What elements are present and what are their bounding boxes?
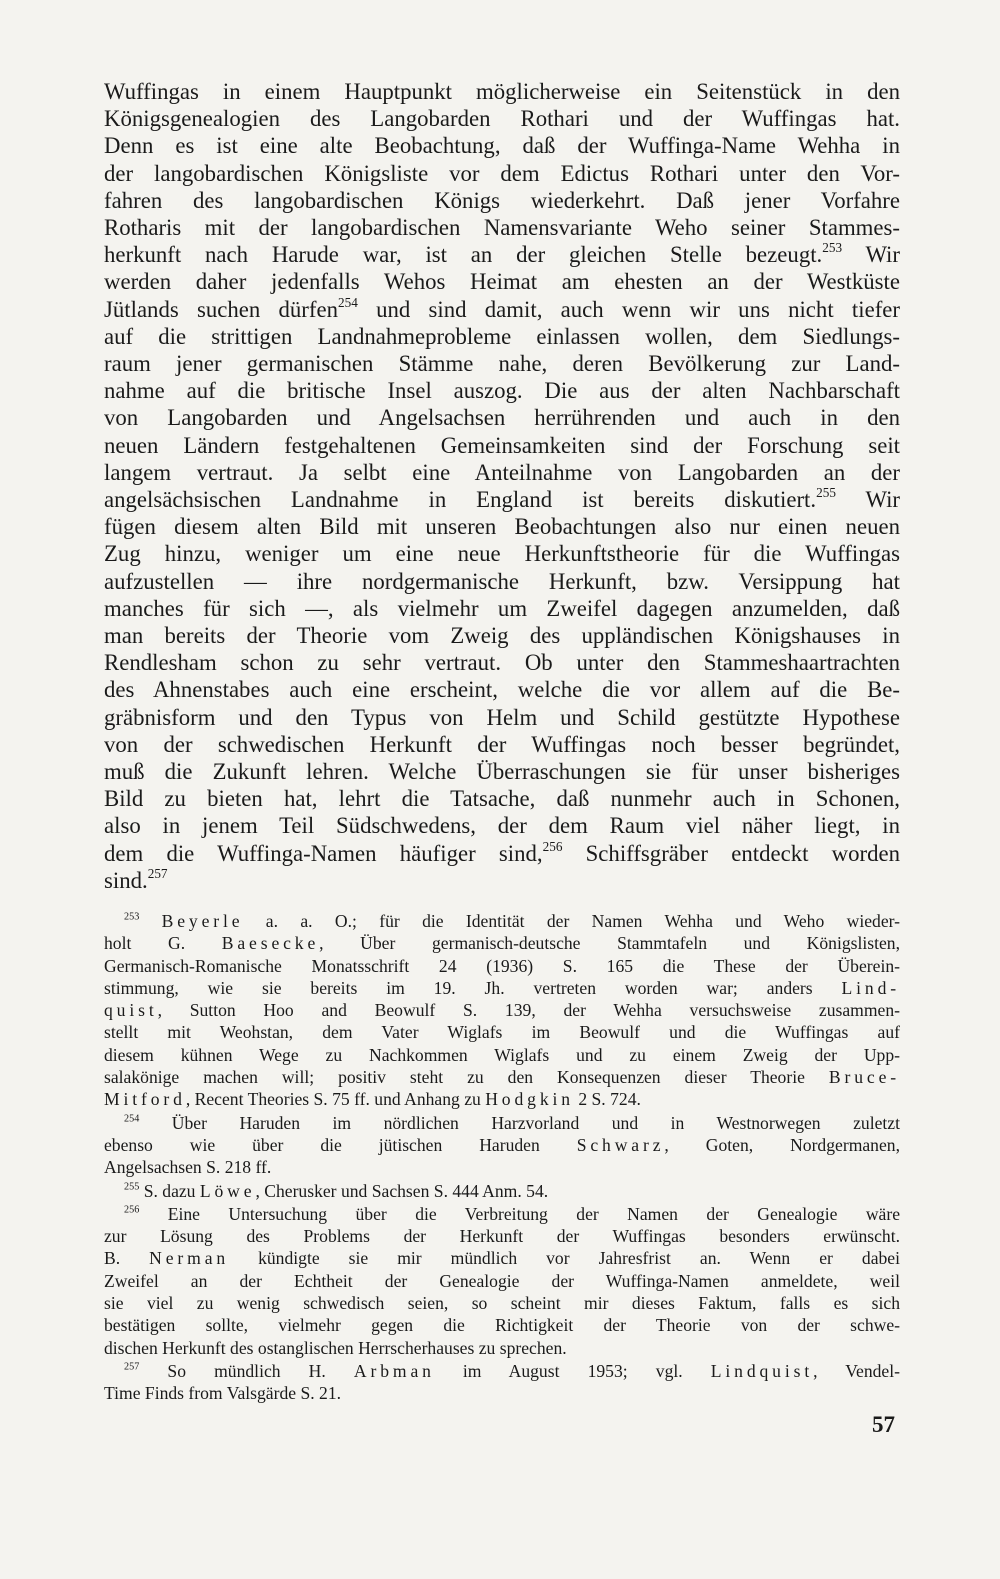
author-name: Beyerle (161, 911, 244, 931)
text-line: langem vertraut. Ja selbt eine Anteilnahme von Langobarden an der (104, 459, 900, 485)
text-line (104, 296, 900, 323)
footnote-line (104, 1180, 900, 1202)
text-line: Denn es ist eine alte Beobachtung, daß der Wuffinga-Name Wehha in (104, 133, 900, 159)
text-line: werden daher jedenfalls Wehos Heimat am ehesten an der Westküste (104, 269, 900, 295)
author-name: Schwarz (576, 1134, 665, 1155)
footnote-line (104, 1203, 900, 1225)
author-name: Lind- (841, 977, 900, 998)
footnote-ref-253[interactable]: 253 (822, 240, 843, 256)
author-name: Nerman (149, 1248, 230, 1269)
text-fragment: angelsächsischen Landnahme in England ist bereits diskutiert. (104, 487, 817, 513)
text-fragment: im August 1953; vgl. (462, 1360, 683, 1381)
footnote-255 (104, 1180, 900, 1202)
footnote-line: dischen Herkunft des ostanglischen Herrscherhauses zu sprechen. (104, 1337, 567, 1358)
footnote-line: diesem kühnen Wege zu Nachkommen Wiglafs und zu einem Zweig der Upp- (104, 1044, 900, 1065)
author-name: Lindquist (710, 1360, 814, 1381)
text-fragment: dem die Wuffinga-Namen häufiger sind, (104, 840, 543, 866)
text-line: Rendlesham schon zu sehr vertraut. Ob unter den Stammeshaartrachten (104, 650, 900, 676)
footnote-line: Time Finds from Valsgärde S. 21. (104, 1383, 342, 1404)
footnote-number: 254 (124, 1113, 140, 1125)
text-fragment: , Goten, Nordgermanen, (664, 1134, 900, 1155)
text-fragment: Wir (865, 487, 900, 513)
author-name: Bruce- (828, 1067, 900, 1088)
page-number: 57 (872, 1412, 895, 1437)
footnotes-block (104, 910, 900, 1406)
text-fragment: sind. (104, 867, 148, 893)
text-line: also in jenem Teil Südschwedens, der dem Raum viel näher liegt, in (104, 813, 900, 839)
footnote-ref-256[interactable]: 256 (542, 838, 563, 854)
text-fragment: und sind damit, auch wenn wir uns nicht tiefer (376, 296, 900, 322)
footnote-253 (104, 910, 900, 1111)
text-fragment: , Über germanisch-deutsche Stammtafeln und Königslisten, (319, 933, 901, 954)
text-line: des Ahnenstabes auch eine erscheint, welche die vor allem auf die Be- (104, 677, 900, 703)
text-line: neuen Ländern festgehaltenen Gemeinsamkeiten sind der Forschung seit (104, 432, 900, 458)
text-fragment: So mündlich H. (167, 1360, 326, 1381)
text-fragment: B. (104, 1248, 121, 1269)
text-line: auf die strittigen Landnahmeprobleme einlassen wollen, dem Siedlungs- (104, 323, 900, 349)
footnote-line (104, 910, 900, 932)
text-fragment: S. dazu (143, 1180, 196, 1201)
author-name: quist (104, 1000, 158, 1021)
footnote-line: stellt mit Weohstan, dem Vater Wiglafs im Beowulf und die Wuffingas auf (104, 1022, 900, 1043)
footnote-number: 253 (124, 911, 140, 923)
author-name: Baesecke (221, 933, 320, 954)
text-line: aufzustellen — ihre nordgermanische Herkunft, bzw. Versippung hat (104, 568, 900, 594)
text-fragment: , Vendel- (813, 1360, 900, 1381)
footnote-line (104, 1360, 900, 1382)
text-fragment: salakönige machen will; positiv steht zu den Konsequenzen dieser Theorie (104, 1067, 805, 1088)
text-fragment: herkunft nach Harude war, ist an der gleichen Stelle bezeugt. (104, 242, 823, 268)
footnote-number: 255 (124, 1180, 140, 1192)
footnote-line (104, 1247, 900, 1269)
text-line: man bereits der Theorie vom Zweig des uppländischen Königshauses in (104, 623, 900, 649)
author-name: Arbman (353, 1360, 435, 1381)
footnote-line: Zweifel an der Echtheit der Genealogie der Wuffinga-Namen anmeldete, weil (104, 1270, 900, 1291)
text-line: fahren des langobardischen Königs wiederkehrt. Daß jener Vorfahre (104, 187, 900, 213)
text-line: fügen diesem alten Bild mit unseren Beobachtungen also nur einen neuen (104, 514, 900, 540)
footnote-ref-254[interactable]: 254 (338, 294, 358, 310)
footnote-line: zur Lösung des Problems der Herkunft der Wuffingas besonders erwünscht. (104, 1226, 900, 1247)
author-name: Löwe (199, 1180, 256, 1201)
footnote-line (104, 977, 900, 999)
footnote-line: sie viel zu wenig schwedisch seien, so scheint mir dieses Faktum, falls es sich (104, 1293, 900, 1314)
footnote-line (104, 1112, 900, 1134)
footnote-line (104, 932, 900, 954)
text-fragment: Wir (865, 242, 900, 268)
text-line: Rotharis mit der langobardischen Namensvariante Weho seiner Stammes- (104, 215, 900, 241)
text-fragment: Jütlands suchen dürfen (104, 296, 339, 322)
text-line: von der schwedischen Herkunft der Wuffingas noch besser begründet, (104, 731, 900, 757)
text-line (104, 486, 900, 513)
text-line: raum jener germanischen Stämme nahe, deren Bevölkerung zur Land- (104, 351, 900, 377)
text-fragment: , Recent Theories S. 75 ff. und Anhang zu (185, 1089, 481, 1110)
text-fragment: 2 S. 724. (578, 1089, 641, 1110)
text-line: Wuffingas in einem Hauptpunkt möglicherweise ein Seitenstück in den (104, 79, 900, 104)
text-line (104, 840, 900, 867)
footnote-ref-257[interactable]: 257 (147, 865, 168, 881)
text-fragment: , Cherusker und Sachsen S. 444 Anm. 54. (255, 1180, 549, 1201)
text-line: manches für sich —, als vielmehr um Zweifel dagegen anzumelden, daß (104, 595, 900, 621)
main-text-block (104, 78, 900, 894)
text-fragment: ebenso wie über die jütischen Haruden (104, 1134, 540, 1155)
text-line: Zug hinzu, weniger um eine neue Herkunftstheorie für die Wuffingas (104, 541, 900, 567)
text-fragment: holt G. (104, 933, 186, 954)
author-name: Mitford (104, 1089, 186, 1110)
text-line: Königsgenealogien des Langobarden Rothari und der Wuffingas hat. (104, 106, 900, 132)
text-fragment: Über Haruden im nördlichen Harzvorland und in Westnorwegen zuletzt (171, 1112, 900, 1133)
footnote-line: Angelsachsen S. 218 ff. (104, 1157, 272, 1178)
footnote-254 (104, 1112, 900, 1179)
footnote-line (104, 999, 900, 1021)
text-fragment: kündigte sie mir mündlich vor Jahresfrist an. Wenn er dabei (258, 1248, 900, 1269)
footnote-line: bestätigen sollte, vielmehr gegen die Richtigkeit der Theorie von der schwe- (104, 1315, 900, 1336)
footnote-line: Germanisch-Romanische Monatsschrift 24 (1936) S. 165 die These der Überein- (104, 955, 900, 976)
footnote-number: 257 (124, 1361, 140, 1373)
text-fragment: , Sutton Hoo and Beowulf S. 139, der Wehha versuchsweise zusammen- (157, 1000, 900, 1021)
footnote-line (104, 1088, 900, 1110)
text-fragment: a. a. O.; für die Identität der Namen Wehha und Weho wieder- (265, 911, 900, 931)
footnote-257 (104, 1360, 900, 1405)
text-line: Bild zu bieten hat, lehrt die Tatsache, daß nunmehr auch in Schonen, (104, 786, 900, 812)
text-fragment: Eine Untersuchung über die Verbreitung der Namen der Genealogie wäre (167, 1203, 901, 1224)
footnote-line (104, 1134, 900, 1156)
footnote-ref-255[interactable]: 255 (816, 485, 836, 501)
text-line: der langobardischen Königsliste vor dem Edictus Rothari unter den Vor- (104, 160, 900, 186)
text-fragment: stimmung, wie sie bereits im 19. Jh. vertreten worden war; anders (104, 977, 813, 998)
text-line: muß die Zukunft lehren. Welche Überraschungen sie für unser bisheriges (104, 759, 900, 785)
text-line: nahme auf die britische Insel auszog. Die aus der alten Nachbarschaft (104, 378, 900, 404)
text-line: von Langobarden und Angelsachsen herrührenden und auch in den (104, 405, 900, 431)
text-line: gräbnisform und den Typus von Helm und Schild gestützte Hypothese (104, 704, 900, 730)
text-fragment: Schiffsgräber entdeckt worden (585, 840, 900, 866)
author-name: Hodgkin (485, 1089, 574, 1110)
footnote-number: 256 (124, 1204, 140, 1216)
text-line (104, 867, 900, 894)
footnote-256 (104, 1203, 900, 1359)
footnote-line (104, 1066, 900, 1088)
body-paragraph (104, 78, 900, 894)
text-line (104, 241, 900, 268)
